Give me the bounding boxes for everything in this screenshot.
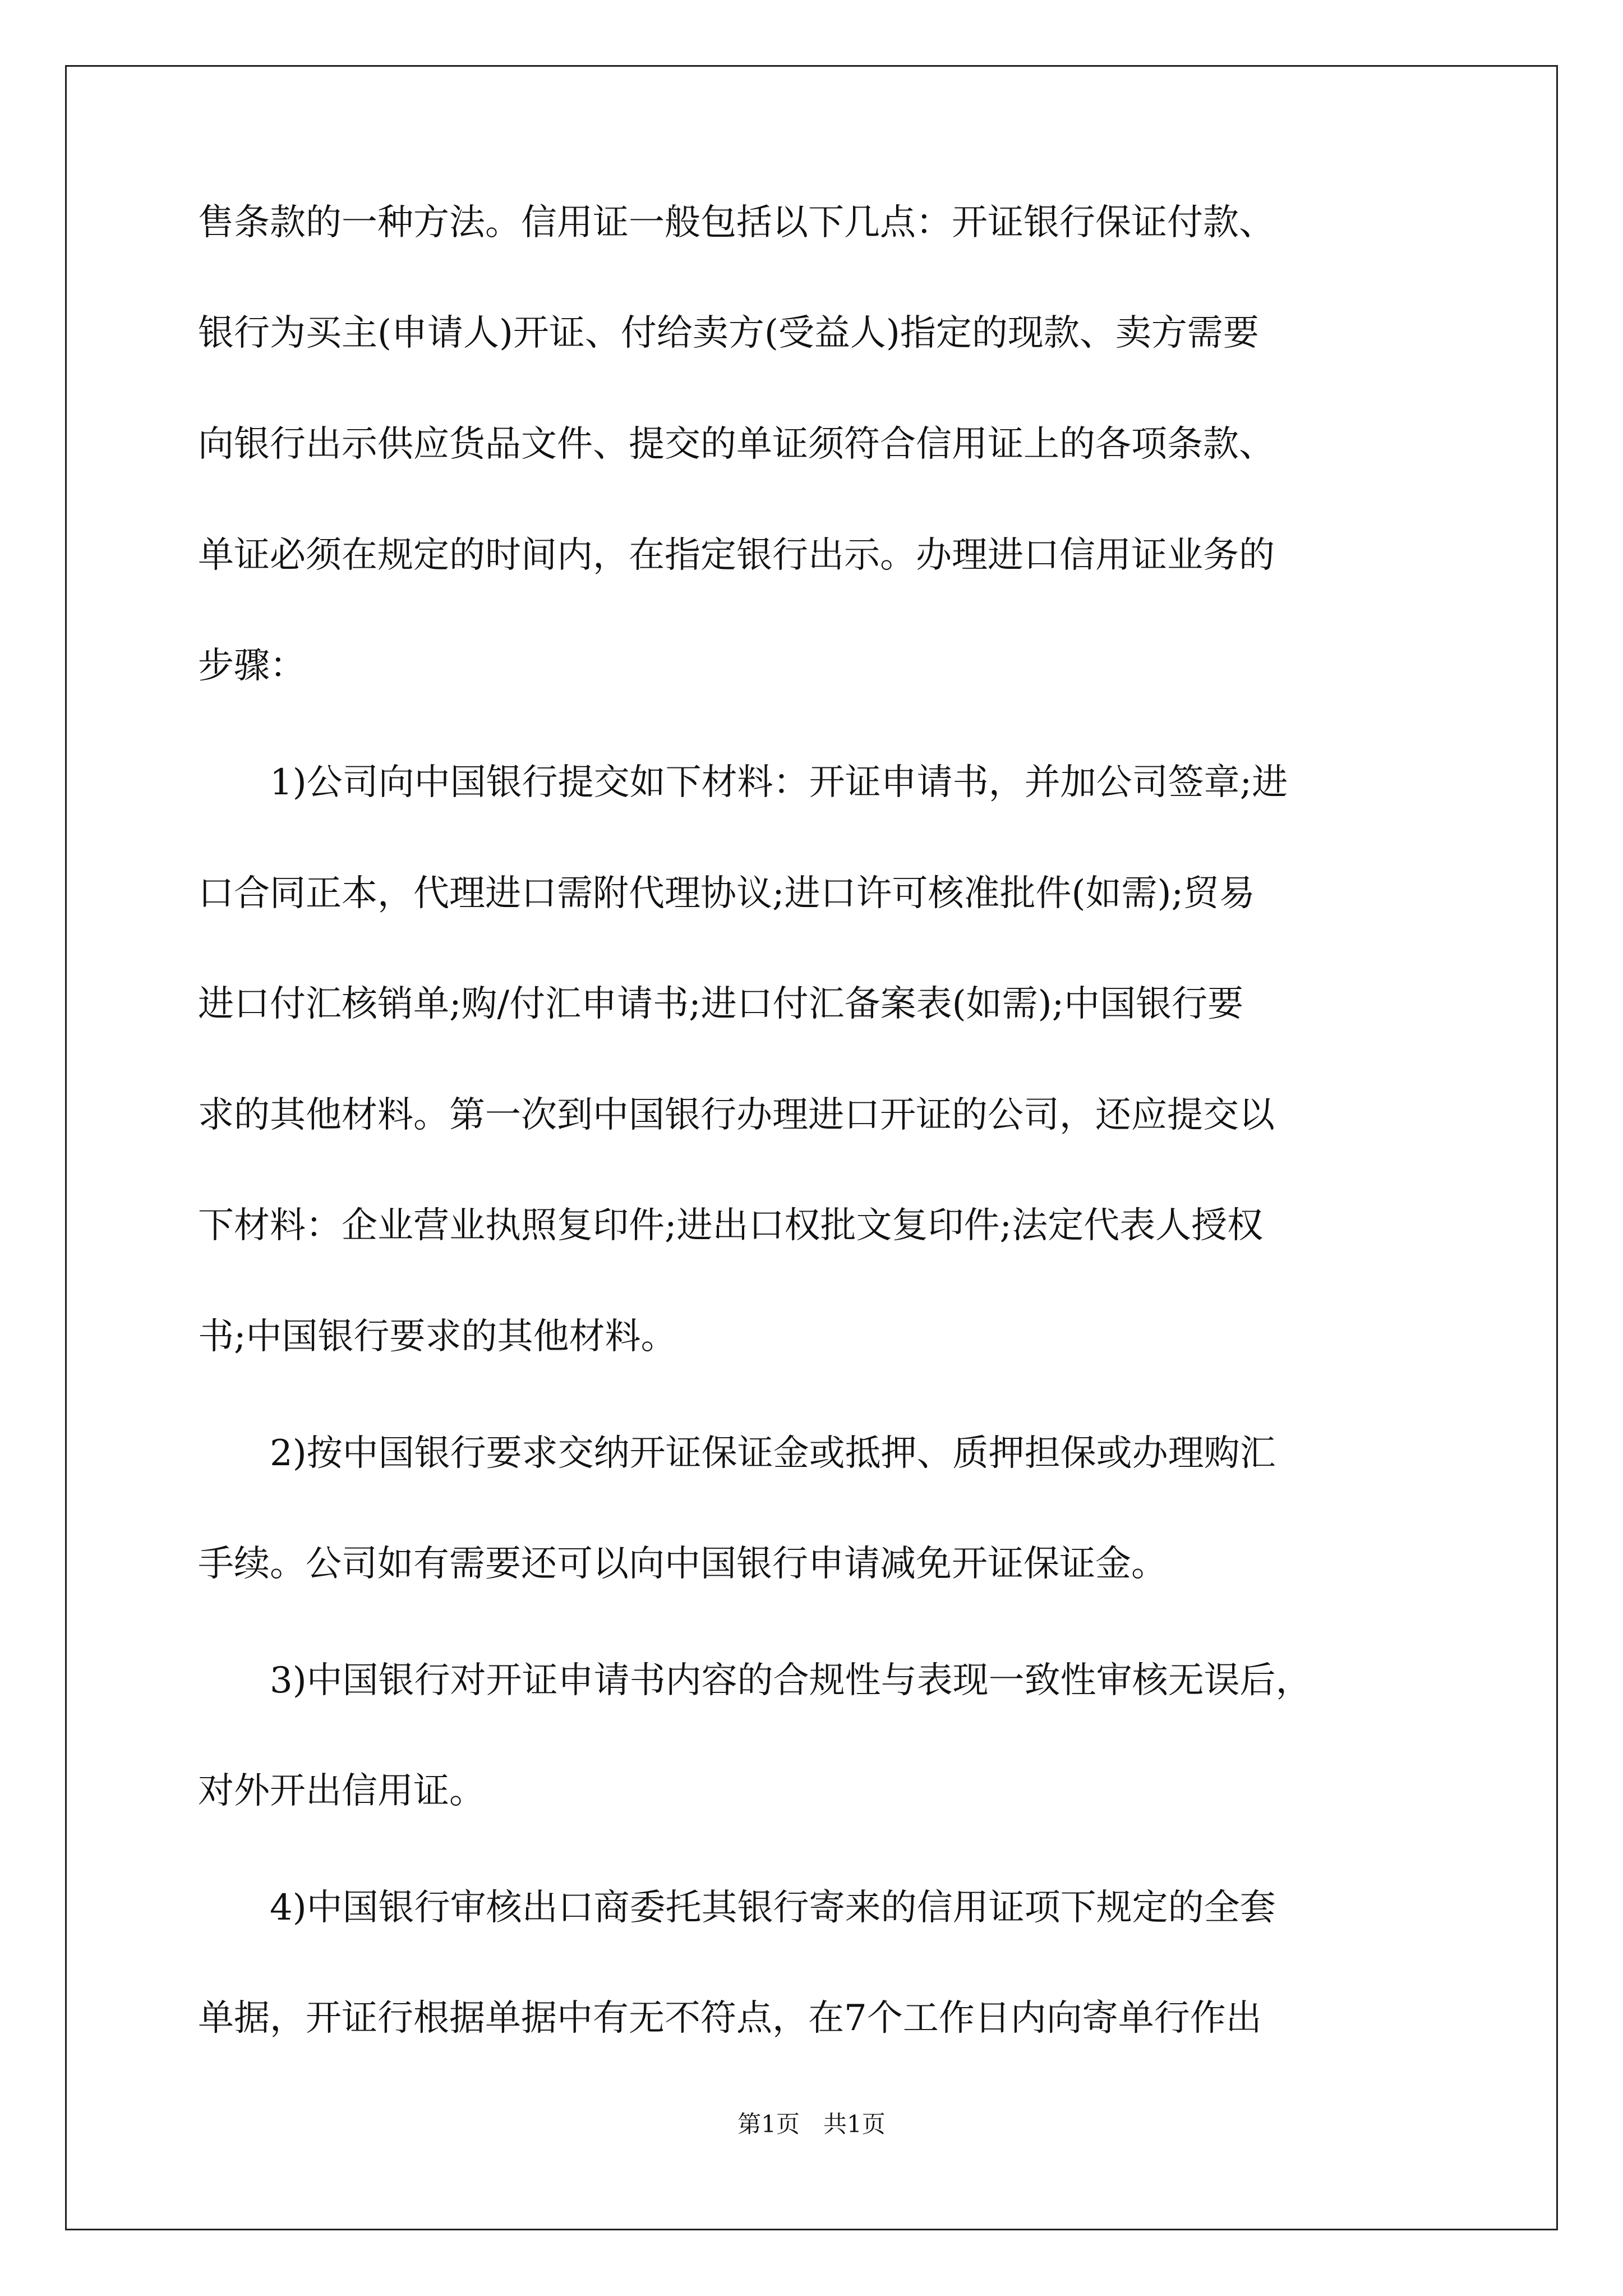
text-line: 4)中国银行审核出口商委托其银行寄来的信用证项下规定的全套 <box>198 1887 1276 1929</box>
text-line: 手续。公司如有需要还可以向中国银行申请减免开证保证金。 <box>198 1543 1167 1585</box>
text-line: 售条款的一种方法。信用证一般包括以下几点：开证银行保证付款、 <box>198 202 1275 243</box>
text-line: 求的其他材料。第一次到中国银行办理进口开证的公司，还应提交以 <box>198 1094 1275 1136</box>
text-line: 书;中国银行要求的其他材料。 <box>198 1316 677 1358</box>
text-line: 对外开出信用证。 <box>198 1770 485 1812</box>
text-line: 下材料：企业营业执照复印件;进出口权批文复印件;法定代表人授权 <box>198 1205 1264 1246</box>
text-line: 进口付汇核销单;购/付汇申请书;进口付汇备案表(如需);中国银行要 <box>198 983 1244 1025</box>
text-line: 1)公司向中国银行提交如下材料：开证申请书，并加公司签章;进 <box>198 762 1288 803</box>
text-line: 向银行出示供应货品文件、提交的单证须符合信用证上的各项条款、 <box>198 424 1275 465</box>
text-line: 单据，开证行根据单据中有无不符点，在7个工作日内向寄单行作出 <box>198 1998 1262 2039</box>
text-line: 步骤： <box>198 645 306 687</box>
text-line: 3)中国银行对开证申请书内容的合规性与表现一致性审核无误后， <box>198 1660 1312 1701</box>
text-line: 2)按中国银行要求交纳开证保证金或抵押、质押担保或办理购汇 <box>198 1433 1276 1474</box>
text-line: 银行为买主(申请人)开证、付给卖方(受益人)指定的现款、卖方需要 <box>198 312 1259 354</box>
text-line: 单证必须在规定的时间内，在指定银行出示。办理进口信用证业务的 <box>198 535 1275 576</box>
page-number: 第1页 共1页 <box>737 2110 886 2138</box>
text-line: 口合同正本，代理进口需附代理协议;进口许可核准批件(如需);贸易 <box>198 873 1256 914</box>
